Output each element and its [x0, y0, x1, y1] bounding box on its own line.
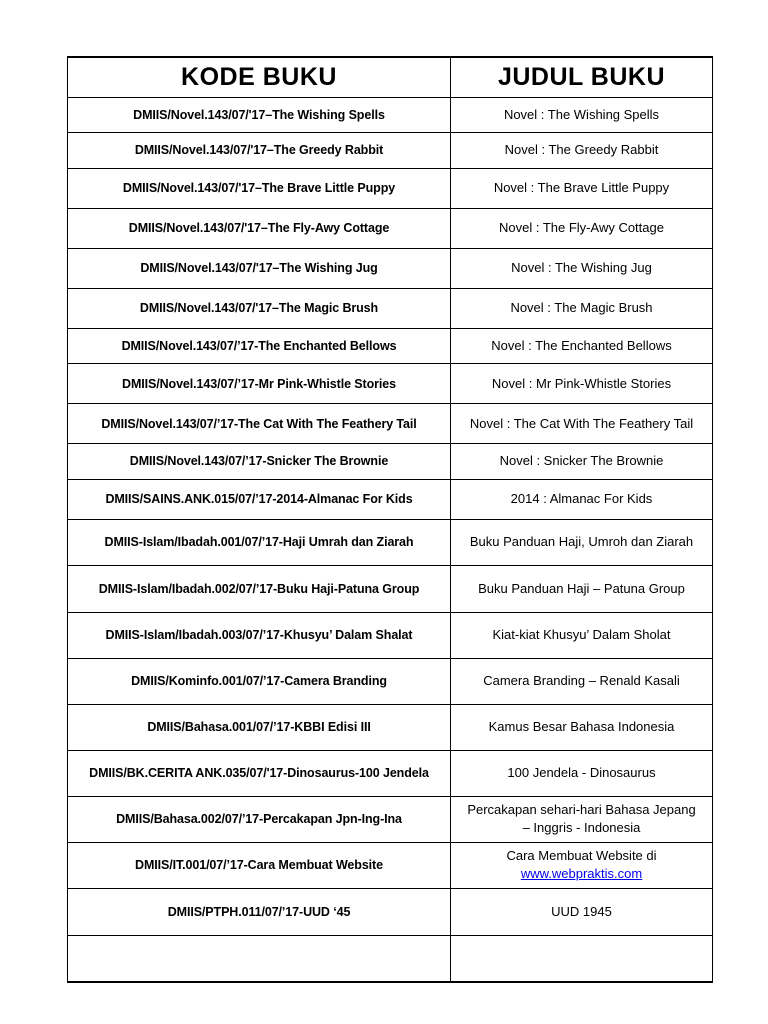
book-title-line: Camera Branding – Renald Kasali [483, 673, 680, 688]
header-judul-buku: JUDUL BUKU [451, 57, 713, 97]
book-title-cell [451, 97, 713, 133]
book-code-cell: DMIIS/Kominfo.001/07/’17-Camera Branding [68, 658, 451, 704]
book-title-line: Novel : The Greedy Rabbit [504, 142, 659, 158]
book-title-line: Novel : Snicker The Brownie [499, 453, 664, 469]
book-code-cell: DMIIS/SAINS.ANK.015/07/’17-2014-Almanac For Kids [68, 479, 451, 519]
table-row [68, 364, 713, 404]
book-code-cell: DMIIS/PTPH.011/07/’17-UUD ‘45 [68, 888, 451, 935]
book-code-cell: DMIIS/Novel.143/07/'17–The Wishing Spells [68, 97, 451, 133]
table-row [68, 404, 713, 444]
table-row [68, 328, 713, 364]
book-title-cell [451, 168, 713, 208]
book-title-line: Novel : The Wishing Spells [503, 106, 660, 122]
book-title-line: Novel : The Fly-Awy Cottage [499, 220, 664, 235]
table-row [68, 97, 713, 133]
book-title-cell [451, 328, 713, 364]
book-title-cell [451, 288, 713, 328]
book-code-cell: DMIIS-Islam/Ibadah.002/07/’17-Buku Haji-Patuna Group [68, 566, 451, 613]
table-row [68, 612, 713, 658]
book-title-cell [451, 750, 713, 796]
book-title-line: Percakapan sehari-hari Bahasa Jepang [467, 802, 696, 817]
book-code-cell: DMIIS-Islam/Ibadah.003/07/’17-Khusyu’ Dalam Shalat [68, 612, 451, 658]
book-title-cell [451, 208, 713, 248]
table-row [68, 566, 713, 613]
book-title-cell [451, 133, 713, 169]
book-title-line: Kiat-kiat Khusyu’ Dalam Sholat [492, 627, 671, 642]
table-row [68, 479, 713, 519]
book-title-line: – Inggris - Indonesia [522, 820, 641, 835]
book-title-cell [451, 704, 713, 750]
table-row [68, 168, 713, 208]
book-title-line: Novel : The Wishing Jug [511, 260, 652, 275]
table-row [68, 704, 713, 750]
table-row [68, 750, 713, 796]
book-code-cell: DMIIS/Novel.143/07/’17-Mr Pink-Whistle Stories [68, 364, 451, 404]
book-title-line: Novel : Mr Pink-Whistle Stories [491, 375, 672, 391]
book-title-line: Kamus Besar Bahasa Indonesia [488, 719, 675, 734]
book-title-cell [451, 888, 713, 935]
table-body [68, 97, 713, 982]
table-row [68, 288, 713, 328]
table-row [68, 248, 713, 288]
book-title-line: Novel : The Brave Little Puppy [493, 180, 670, 195]
book-title-cell [451, 658, 713, 704]
book-code-cell: DMIIS-Islam/Ibadah.001/07/’17-Haji Umrah dan Ziarah [68, 519, 451, 566]
header-kode-buku: KODE BUKU [68, 57, 451, 97]
book-title-cell [451, 479, 713, 519]
book-code-cell: DMIIS/Novel.143/07/’17-The Enchanted Bellows [68, 328, 451, 364]
table-row [68, 935, 713, 982]
book-title-cell [451, 248, 713, 288]
book-title-line: Buku Panduan Haji – Patuna Group [478, 580, 685, 596]
book-code-cell: DMIIS/Novel.143/07/’17-The Cat With The Feathery Tail [68, 404, 451, 444]
book-title-line: UUD 1945 [551, 903, 612, 919]
book-title-cell [451, 935, 713, 982]
book-title-line: Novel : The Enchanted Bellows [491, 337, 672, 353]
table-row [68, 842, 713, 888]
table-row [68, 796, 713, 842]
book-title-cell [451, 364, 713, 404]
book-code-cell: DMIIS/Bahasa.001/07/’17-KBBI Edisi III [68, 704, 451, 750]
table-row [68, 208, 713, 248]
book-title-cell [451, 612, 713, 658]
book-code-cell: DMIIS/Novel.143/07/'17–The Magic Brush [68, 288, 451, 328]
book-code-cell: DMIIS/Novel.143/07/'17–The Wishing Jug [68, 248, 451, 288]
book-code-cell: DMIIS/BK.CERITA ANK.035/07/'17-Dinosaurus-100 Jendela [68, 750, 451, 796]
book-title-cell [451, 796, 713, 842]
table-row [68, 658, 713, 704]
book-code-cell [68, 935, 451, 982]
book-code-cell: DMIIS/IT.001/07/’17-Cara Membuat Website [68, 842, 451, 888]
book-title-cell [451, 444, 713, 480]
book-title-cell [451, 404, 713, 444]
book-code-cell: DMIIS/Novel.143/07/’17-Snicker The Brownie [68, 444, 451, 480]
book-title-line: Buku Panduan Haji, Umroh dan Ziarah [469, 534, 694, 550]
book-code-cell: DMIIS/Novel.143/07/'17–The Fly-Awy Cottage [68, 208, 451, 248]
book-title-cell [451, 842, 713, 888]
book-title-line: 2014 : Almanac For Kids [510, 491, 653, 506]
book-code-cell: DMIIS/Novel.143/07/'17–The Brave Little Puppy [68, 168, 451, 208]
table-row [68, 519, 713, 566]
header-row [68, 57, 713, 97]
book-code-cell: DMIIS/Bahasa.002/07/’17-Percakapan Jpn-Ing-Ina [68, 796, 451, 842]
book-title-line: Cara Membuat Website di [506, 848, 657, 863]
website-link[interactable]: www.webpraktis.com [520, 866, 643, 881]
book-title-line: Novel : The Cat With The Feathery Tail [469, 415, 694, 431]
table-row [68, 888, 713, 935]
book-title-line: Novel : The Magic Brush [510, 300, 653, 315]
book-title-line: 100 Jendela - Dinosaurus [507, 765, 656, 780]
table-row [68, 444, 713, 480]
book-title-cell [451, 519, 713, 566]
book-title-cell [451, 566, 713, 613]
table-row [68, 133, 713, 169]
book-code-cell: DMIIS/Novel.143/07/'17–The Greedy Rabbit [68, 133, 451, 169]
book-table [67, 56, 713, 983]
